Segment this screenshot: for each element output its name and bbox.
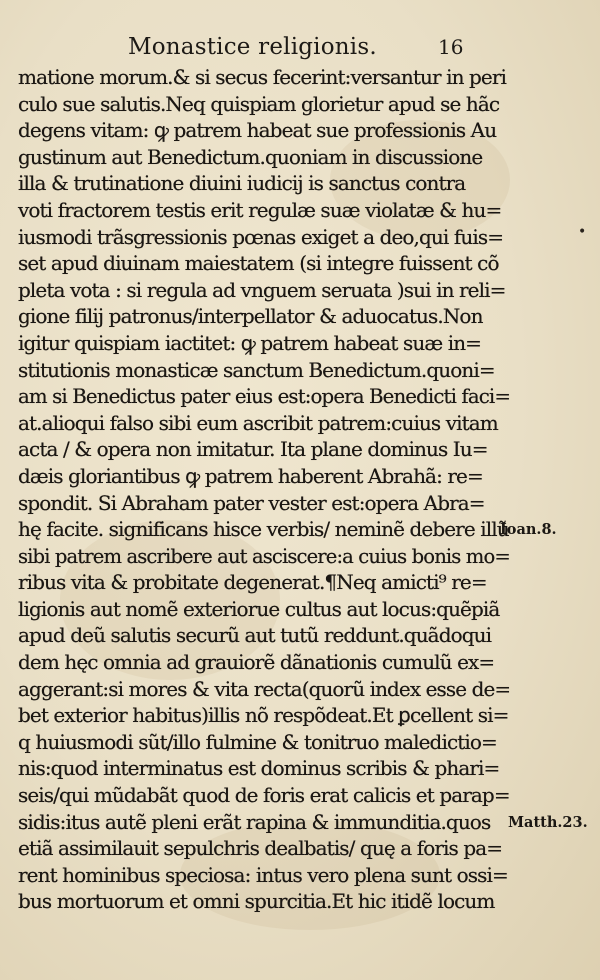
- marginal-note: Ioan.8.: [500, 521, 557, 539]
- text-line: ribus vita & probitate degenerat.¶Neq amicti⁹ re=: [18, 570, 487, 595]
- text-line: pleta vota : si regula ad vnguem seruata )sui in reli=: [18, 277, 506, 302]
- text-line: nis:quod interminatus est dominus scribis & phari=: [18, 756, 500, 781]
- text-line: dem hęc omnia ad grauiorẽ dãnationis cumulũ ex=: [18, 650, 495, 675]
- text-block: [18, 64, 510, 915]
- text-line: iusmodi trãsgressionis pœnas exiget a deo,qui fuis=: [18, 224, 504, 249]
- text-line: etiã assimilauit sepulchris dealbatis/ quę a foris pa=: [18, 836, 503, 861]
- text-line: am si Benedictus pater eius est:opera Benedicti faci=: [18, 384, 511, 409]
- text-line: at.alioqui falso sibi eum ascribit patrem:cuius vitam: [18, 410, 498, 435]
- text-line: hę facite. significans hisce verbis/ neminẽ debere illũ: [18, 517, 509, 542]
- text-line: dæis gloriantibus ꝙ patrem haberent Abrahã: re=: [18, 463, 483, 488]
- text-line: gustinum aut Benedictum.quoniam in discussione: [18, 144, 483, 169]
- text-line: degens vitam: ꝙ patrem habeat sue professionis Au: [18, 118, 497, 143]
- text-line: culo sue salutis.Neq quispiam glorietur apud se hãc: [18, 91, 500, 116]
- text-line: aggerant:si mores & vita recta(quorũ index esse de=: [18, 676, 511, 701]
- text-line: rent hominibus speciosa: intus vero plena sunt ossi=: [18, 862, 508, 887]
- text-line: illa & trutinatione diuini iudicij is sanctus contra: [18, 171, 466, 196]
- text-line: voti fractorem testis erit regulæ suæ violatæ & hu=: [18, 197, 502, 222]
- running-title: Monastice religionis.: [128, 34, 377, 60]
- text-line: bet exterior habitus)illis nõ respõdeat.Et ꝑcellent si=: [18, 703, 509, 728]
- page-number: 16: [438, 35, 464, 59]
- text-line: sibi patrem ascribere aut asciscere:a cuius bonis mo=: [18, 543, 510, 568]
- text-line: q huiusmodi sũt/illo fulmine & tonitruo maledictio=: [18, 729, 497, 754]
- text-line: seis/qui mũdabãt quod de foris erat calicis et parap=: [18, 783, 510, 808]
- page-header: [128, 34, 468, 64]
- text-line: igitur quispiam iactitet: ꝙ patrem habeat suæ in=: [18, 330, 482, 355]
- text-line: set apud diuinam maiestatem (si integre fuissent cõ: [18, 251, 499, 276]
- margin-mark: •: [578, 224, 587, 240]
- text-line: gione filij patronus/interpellator & aduocatus.Non: [18, 304, 483, 329]
- text-line: spondit. Si Abraham pater vester est:opera Abra=: [18, 490, 485, 515]
- text-line: acta / & opera non imitatur. Ita plane dominus Iu=: [18, 437, 488, 462]
- text-line: stitutionis monasticæ sanctum Benedictum.quoni=: [18, 357, 495, 382]
- marginal-note: Matth.23.: [508, 813, 588, 831]
- text-line: apud deũ salutis securũ aut tutũ reddunt.quãdoqui: [18, 623, 492, 648]
- text-line: sidis:itus autẽ pleni erãt rapina & immunditia.quos: [18, 809, 491, 834]
- text-line: ligionis aut nomẽ exteriorue cultus aut locus:quẽpiã: [18, 596, 500, 621]
- text-line: bus mortuorum et omni spurcitia.Et hic itidẽ locum: [18, 889, 495, 914]
- text-line: matione morum.& si secus fecerint:versantur in peri: [18, 65, 507, 89]
